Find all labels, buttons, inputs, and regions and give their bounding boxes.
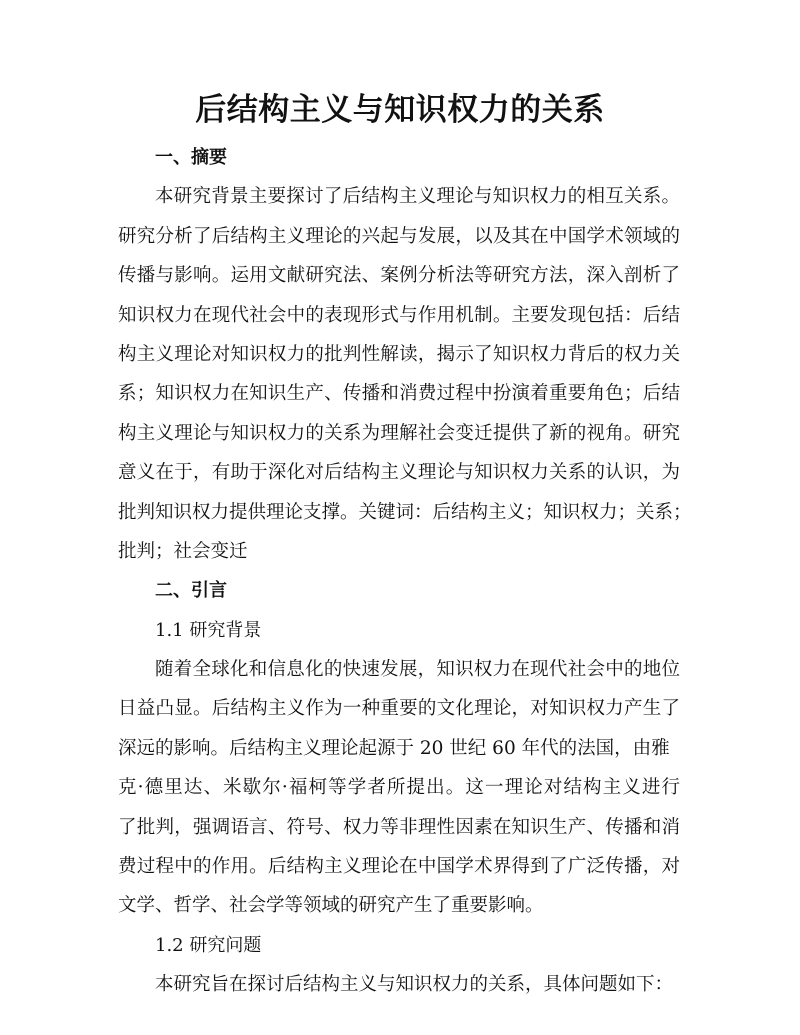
abstract-line: 批判；社会变迁 xyxy=(118,540,248,562)
subsection-heading-questions: 1.2 研究问题 xyxy=(155,934,262,956)
abstract-line: 批判知识权力提供理论支撑。关键词：后结构主义；知识权力；关系； xyxy=(118,501,692,523)
abstract-line: 构主义理论与知识权力的关系为理解社会变迁提供了新的视角。研究 xyxy=(118,422,680,444)
section-heading-intro: 二、引言 xyxy=(155,580,227,602)
document-body xyxy=(118,138,692,1005)
background-line: 克·德里达、米歇尔·福柯等学者所提出。这一理论对结构主义进行 xyxy=(118,777,680,799)
abstract-line: 传播与影响。运用文献研究法、案例分析法等研究方法，深入剖析了 xyxy=(118,265,680,287)
background-line: 费过程中的作用。后结构主义理论在中国学术界得到了广泛传播，对 xyxy=(118,856,680,878)
questions-line: 本研究旨在探讨后结构主义与知识权力的关系，具体问题如下： xyxy=(155,974,674,996)
background-paragraph xyxy=(118,650,680,926)
background-line: 随着全球化和信息化的快速发展，知识权力在现代社会中的地位 xyxy=(155,659,680,681)
abstract-line: 知识权力在现代社会中的表现形式与作用机制。主要发现包括：后结 xyxy=(118,304,680,326)
document-title: 后结构主义与知识权力的关系 xyxy=(195,92,605,128)
abstract-line: 本研究背景主要探讨了后结构主义理论与知识权力的相互关系。 xyxy=(155,186,680,208)
questions-paragraph xyxy=(118,965,680,1004)
background-line: 文学、哲学、社会学等领域的研究产生了重要影响。 xyxy=(118,895,544,917)
background-line: 深远的影响。后结构主义理论起源于 20 世纪 60 年代的法国，由雅 xyxy=(118,737,670,759)
background-line: 了批判，强调语言、符号、权力等非理性因素在知识生产、传播和消 xyxy=(118,816,680,838)
background-line: 日益凸显。后结构主义作为一种重要的文化理论，对知识权力产生了 xyxy=(118,698,680,720)
abstract-line: 研究分析了后结构主义理论的兴起与发展，以及其在中国学术领域的 xyxy=(118,225,680,247)
abstract-paragraph xyxy=(118,177,692,571)
abstract-line: 意义在于，有助于深化对后结构主义理论与知识权力关系的认识，为 xyxy=(118,462,680,484)
section-heading-abstract: 一、摘要 xyxy=(155,147,227,168)
abstract-line: 系；知识权力在知识生产、传播和消费过程中扮演着重要角色；后结 xyxy=(118,383,680,405)
subsection-heading-background: 1.1 研究背景 xyxy=(155,619,262,641)
abstract-line: 构主义理论对知识权力的批判性解读，揭示了知识权力背后的权力关 xyxy=(118,343,680,365)
